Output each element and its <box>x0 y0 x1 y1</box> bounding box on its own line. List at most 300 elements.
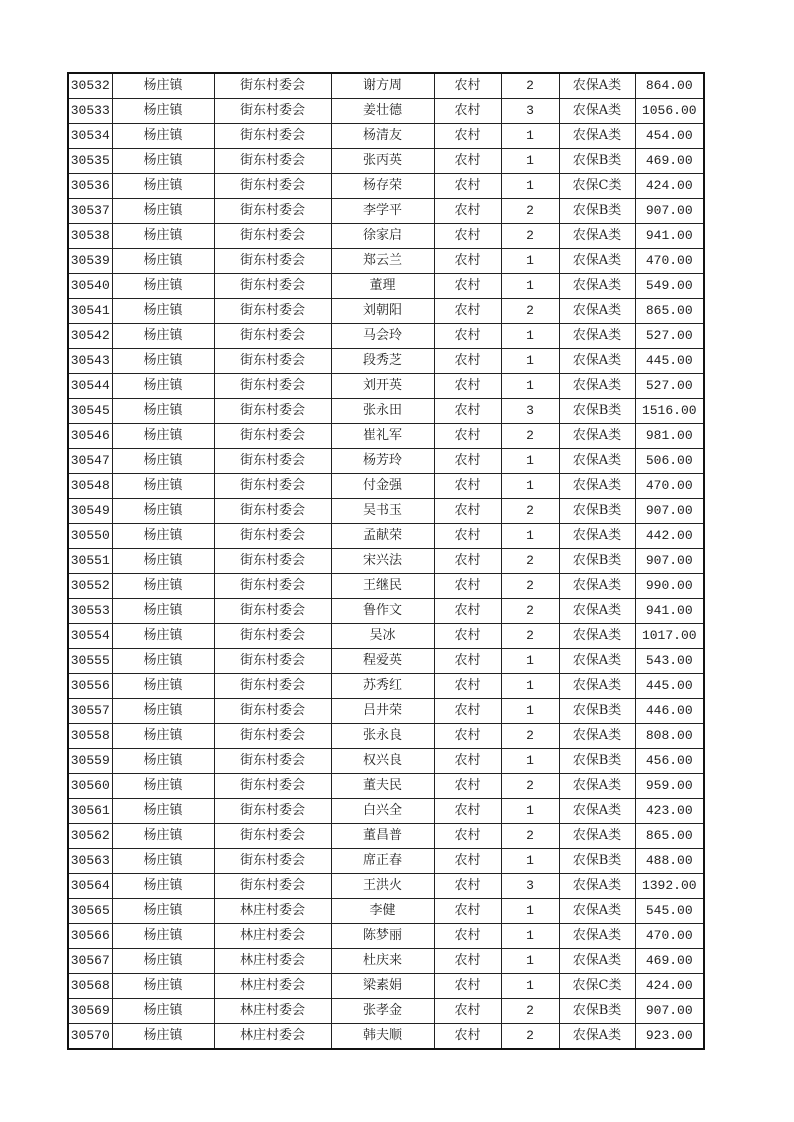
table-row <box>68 899 704 924</box>
insurance-category-cell: 农保A类 <box>559 799 635 824</box>
person-name-cell: 权兴良 <box>331 749 434 774</box>
town-cell: 杨庄镇 <box>112 499 214 524</box>
village-committee-cell: 街东村委会 <box>214 124 331 149</box>
village-committee-cell: 街东村委会 <box>214 724 331 749</box>
village-committee-cell: 街东村委会 <box>214 849 331 874</box>
person-name-cell: 董理 <box>331 274 434 299</box>
town-cell: 杨庄镇 <box>112 349 214 374</box>
member-count-cell: 2 <box>501 574 559 599</box>
table-row <box>68 449 704 474</box>
household-type-cell: 农村 <box>434 1024 501 1050</box>
town-cell: 杨庄镇 <box>112 899 214 924</box>
village-committee-cell: 街东村委会 <box>214 149 331 174</box>
household-type-cell: 农村 <box>434 924 501 949</box>
table-row <box>68 524 704 549</box>
member-count-cell: 2 <box>501 549 559 574</box>
household-type-cell: 农村 <box>434 324 501 349</box>
member-count-cell: 1 <box>501 849 559 874</box>
insurance-category-cell: 农保A类 <box>559 99 635 124</box>
amount-cell: 907.00 <box>635 199 704 224</box>
amount-cell: 446.00 <box>635 699 704 724</box>
insurance-category-cell: 农保A类 <box>559 449 635 474</box>
village-committee-cell: 林庄村委会 <box>214 924 331 949</box>
table-row <box>68 399 704 424</box>
amount-cell: 808.00 <box>635 724 704 749</box>
town-cell: 杨庄镇 <box>112 324 214 349</box>
insurance-category-cell: 农保B类 <box>559 749 635 774</box>
town-cell: 杨庄镇 <box>112 524 214 549</box>
insurance-category-cell: 农保A类 <box>559 624 635 649</box>
record-id-cell: 30549 <box>68 499 112 524</box>
insurance-category-cell: 农保B类 <box>559 149 635 174</box>
town-cell: 杨庄镇 <box>112 649 214 674</box>
insurance-category-cell: 农保A类 <box>559 124 635 149</box>
member-count-cell: 3 <box>501 399 559 424</box>
town-cell: 杨庄镇 <box>112 849 214 874</box>
record-id-cell: 30541 <box>68 299 112 324</box>
insurance-category-cell: 农保B类 <box>559 549 635 574</box>
person-name-cell: 吴冰 <box>331 624 434 649</box>
village-committee-cell: 街东村委会 <box>214 174 331 199</box>
table-row <box>68 249 704 274</box>
town-cell: 杨庄镇 <box>112 549 214 574</box>
insurance-category-cell: 农保A类 <box>559 599 635 624</box>
amount-cell: 865.00 <box>635 824 704 849</box>
insurance-category-cell: 农保A类 <box>559 349 635 374</box>
person-name-cell: 吕井荣 <box>331 699 434 724</box>
record-id-cell: 30542 <box>68 324 112 349</box>
amount-cell: 442.00 <box>635 524 704 549</box>
amount-cell: 907.00 <box>635 999 704 1024</box>
village-committee-cell: 街东村委会 <box>214 524 331 549</box>
village-committee-cell: 街东村委会 <box>214 73 331 99</box>
person-name-cell: 董夫民 <box>331 774 434 799</box>
household-type-cell: 农村 <box>434 424 501 449</box>
village-committee-cell: 街东村委会 <box>214 324 331 349</box>
record-id-cell: 30535 <box>68 149 112 174</box>
insurance-category-cell: 农保C类 <box>559 174 635 199</box>
household-type-cell: 农村 <box>434 674 501 699</box>
member-count-cell: 2 <box>501 1024 559 1050</box>
member-count-cell: 1 <box>501 249 559 274</box>
household-type-cell: 农村 <box>434 149 501 174</box>
amount-cell: 445.00 <box>635 349 704 374</box>
amount-cell: 488.00 <box>635 849 704 874</box>
insurance-category-cell: 农保A类 <box>559 73 635 99</box>
insurance-category-cell: 农保A类 <box>559 674 635 699</box>
town-cell: 杨庄镇 <box>112 799 214 824</box>
insurance-category-cell: 农保A类 <box>559 649 635 674</box>
insurance-category-cell: 农保B类 <box>559 849 635 874</box>
town-cell: 杨庄镇 <box>112 599 214 624</box>
household-type-cell: 农村 <box>434 949 501 974</box>
insurance-category-cell: 农保A类 <box>559 774 635 799</box>
person-name-cell: 吴书玉 <box>331 499 434 524</box>
town-cell: 杨庄镇 <box>112 724 214 749</box>
insurance-category-cell: 农保A类 <box>559 299 635 324</box>
amount-cell: 941.00 <box>635 599 704 624</box>
household-type-cell: 农村 <box>434 73 501 99</box>
town-cell: 杨庄镇 <box>112 224 214 249</box>
insurance-category-cell: 农保A类 <box>559 374 635 399</box>
person-name-cell: 张丙英 <box>331 149 434 174</box>
member-count-cell: 1 <box>501 524 559 549</box>
member-count-cell: 1 <box>501 649 559 674</box>
record-id-cell: 30532 <box>68 73 112 99</box>
record-id-cell: 30568 <box>68 974 112 999</box>
table-row <box>68 749 704 774</box>
table-row <box>68 549 704 574</box>
town-cell: 杨庄镇 <box>112 774 214 799</box>
member-count-cell: 1 <box>501 274 559 299</box>
record-id-cell: 30554 <box>68 624 112 649</box>
amount-cell: 907.00 <box>635 499 704 524</box>
town-cell: 杨庄镇 <box>112 73 214 99</box>
person-name-cell: 刘朝阳 <box>331 299 434 324</box>
record-id-cell: 30565 <box>68 899 112 924</box>
table-row <box>68 599 704 624</box>
person-name-cell: 张永田 <box>331 399 434 424</box>
amount-cell: 424.00 <box>635 974 704 999</box>
household-type-cell: 农村 <box>434 724 501 749</box>
village-committee-cell: 街东村委会 <box>214 424 331 449</box>
household-type-cell: 农村 <box>434 699 501 724</box>
record-id-cell: 30545 <box>68 399 112 424</box>
table-row <box>68 324 704 349</box>
record-id-cell: 30534 <box>68 124 112 149</box>
insurance-category-cell: 农保B类 <box>559 999 635 1024</box>
household-type-cell: 农村 <box>434 299 501 324</box>
village-committee-cell: 街东村委会 <box>214 774 331 799</box>
household-type-cell: 农村 <box>434 749 501 774</box>
table-row <box>68 474 704 499</box>
amount-cell: 527.00 <box>635 324 704 349</box>
person-name-cell: 付金强 <box>331 474 434 499</box>
person-name-cell: 鲁作文 <box>331 599 434 624</box>
town-cell: 杨庄镇 <box>112 199 214 224</box>
village-committee-cell: 街东村委会 <box>214 674 331 699</box>
amount-cell: 445.00 <box>635 674 704 699</box>
amount-cell: 1017.00 <box>635 624 704 649</box>
table-row <box>68 674 704 699</box>
table-row <box>68 574 704 599</box>
town-cell: 杨庄镇 <box>112 424 214 449</box>
village-committee-cell: 街东村委会 <box>214 749 331 774</box>
table-row <box>68 874 704 899</box>
record-id-cell: 30548 <box>68 474 112 499</box>
record-id-cell: 30543 <box>68 349 112 374</box>
household-type-cell: 农村 <box>434 274 501 299</box>
village-committee-cell: 林庄村委会 <box>214 1024 331 1050</box>
village-committee-cell: 街东村委会 <box>214 199 331 224</box>
household-type-cell: 农村 <box>434 824 501 849</box>
household-type-cell: 农村 <box>434 524 501 549</box>
table-row <box>68 499 704 524</box>
person-name-cell: 韩夫顺 <box>331 1024 434 1050</box>
town-cell: 杨庄镇 <box>112 674 214 699</box>
insurance-category-cell: 农保A类 <box>559 949 635 974</box>
town-cell: 杨庄镇 <box>112 699 214 724</box>
member-count-cell: 1 <box>501 124 559 149</box>
record-id-cell: 30566 <box>68 924 112 949</box>
amount-cell: 1516.00 <box>635 399 704 424</box>
village-committee-cell: 街东村委会 <box>214 349 331 374</box>
amount-cell: 469.00 <box>635 149 704 174</box>
village-committee-cell: 林庄村委会 <box>214 949 331 974</box>
member-count-cell: 1 <box>501 949 559 974</box>
household-type-cell: 农村 <box>434 899 501 924</box>
household-type-cell: 农村 <box>434 799 501 824</box>
person-name-cell: 刘开英 <box>331 374 434 399</box>
household-type-cell: 农村 <box>434 549 501 574</box>
person-name-cell: 李健 <box>331 899 434 924</box>
insurance-category-cell: 农保B类 <box>559 499 635 524</box>
village-committee-cell: 街东村委会 <box>214 224 331 249</box>
village-committee-cell: 街东村委会 <box>214 99 331 124</box>
amount-cell: 1056.00 <box>635 99 704 124</box>
insurance-category-cell: 农保A类 <box>559 574 635 599</box>
person-name-cell: 王洪火 <box>331 874 434 899</box>
record-id-cell: 30560 <box>68 774 112 799</box>
person-name-cell: 苏秀红 <box>331 674 434 699</box>
amount-cell: 907.00 <box>635 549 704 574</box>
record-id-cell: 30550 <box>68 524 112 549</box>
village-committee-cell: 林庄村委会 <box>214 899 331 924</box>
table-row <box>68 149 704 174</box>
household-type-cell: 农村 <box>434 99 501 124</box>
amount-cell: 865.00 <box>635 299 704 324</box>
insurance-category-cell: 农保A类 <box>559 324 635 349</box>
person-name-cell: 姜壮德 <box>331 99 434 124</box>
town-cell: 杨庄镇 <box>112 249 214 274</box>
village-committee-cell: 街东村委会 <box>214 499 331 524</box>
household-type-cell: 农村 <box>434 849 501 874</box>
village-committee-cell: 街东村委会 <box>214 649 331 674</box>
insurance-category-cell: 农保A类 <box>559 724 635 749</box>
record-id-cell: 30562 <box>68 824 112 849</box>
town-cell: 杨庄镇 <box>112 949 214 974</box>
amount-cell: 864.00 <box>635 73 704 99</box>
record-id-cell: 30557 <box>68 699 112 724</box>
record-id-cell: 30559 <box>68 749 112 774</box>
table-row <box>68 199 704 224</box>
table-row <box>68 799 704 824</box>
person-name-cell: 席正春 <box>331 849 434 874</box>
table-row <box>68 824 704 849</box>
town-cell: 杨庄镇 <box>112 449 214 474</box>
insurance-category-cell: 农保A类 <box>559 274 635 299</box>
record-id-cell: 30558 <box>68 724 112 749</box>
town-cell: 杨庄镇 <box>112 874 214 899</box>
household-type-cell: 农村 <box>434 999 501 1024</box>
village-committee-cell: 街东村委会 <box>214 574 331 599</box>
record-id-cell: 30564 <box>68 874 112 899</box>
record-id-cell: 30570 <box>68 1024 112 1050</box>
household-type-cell: 农村 <box>434 974 501 999</box>
town-cell: 杨庄镇 <box>112 174 214 199</box>
member-count-cell: 1 <box>501 374 559 399</box>
person-name-cell: 杨存荣 <box>331 174 434 199</box>
person-name-cell: 孟献荣 <box>331 524 434 549</box>
household-type-cell: 农村 <box>434 174 501 199</box>
amount-cell: 454.00 <box>635 124 704 149</box>
town-cell: 杨庄镇 <box>112 924 214 949</box>
household-type-cell: 农村 <box>434 199 501 224</box>
village-committee-cell: 街东村委会 <box>214 374 331 399</box>
household-type-cell: 农村 <box>434 499 501 524</box>
records-table <box>67 72 705 1050</box>
household-type-cell: 农村 <box>434 474 501 499</box>
insurance-category-cell: 农保A类 <box>559 524 635 549</box>
person-name-cell: 杨芳玲 <box>331 449 434 474</box>
member-count-cell: 2 <box>501 599 559 624</box>
record-id-cell: 30547 <box>68 449 112 474</box>
town-cell: 杨庄镇 <box>112 274 214 299</box>
insurance-category-cell: 农保A类 <box>559 824 635 849</box>
village-committee-cell: 街东村委会 <box>214 599 331 624</box>
person-name-cell: 白兴全 <box>331 799 434 824</box>
member-count-cell: 2 <box>501 424 559 449</box>
record-id-cell: 30555 <box>68 649 112 674</box>
person-name-cell: 杜庆来 <box>331 949 434 974</box>
village-committee-cell: 街东村委会 <box>214 299 331 324</box>
record-id-cell: 30569 <box>68 999 112 1024</box>
member-count-cell: 1 <box>501 324 559 349</box>
member-count-cell: 1 <box>501 149 559 174</box>
amount-cell: 543.00 <box>635 649 704 674</box>
person-name-cell: 谢方周 <box>331 73 434 99</box>
insurance-category-cell: 农保B类 <box>559 199 635 224</box>
table-row <box>68 849 704 874</box>
amount-cell: 941.00 <box>635 224 704 249</box>
member-count-cell: 1 <box>501 699 559 724</box>
village-committee-cell: 林庄村委会 <box>214 974 331 999</box>
amount-cell: 423.00 <box>635 799 704 824</box>
table-row <box>68 974 704 999</box>
village-committee-cell: 街东村委会 <box>214 274 331 299</box>
table-row <box>68 424 704 449</box>
town-cell: 杨庄镇 <box>112 374 214 399</box>
member-count-cell: 1 <box>501 749 559 774</box>
person-name-cell: 梁素娟 <box>331 974 434 999</box>
village-committee-cell: 林庄村委会 <box>214 999 331 1024</box>
amount-cell: 470.00 <box>635 924 704 949</box>
household-type-cell: 农村 <box>434 649 501 674</box>
person-name-cell: 程爱英 <box>331 649 434 674</box>
household-type-cell: 农村 <box>434 874 501 899</box>
person-name-cell: 李学平 <box>331 199 434 224</box>
town-cell: 杨庄镇 <box>112 124 214 149</box>
amount-cell: 506.00 <box>635 449 704 474</box>
record-id-cell: 30551 <box>68 549 112 574</box>
table-row <box>68 724 704 749</box>
village-committee-cell: 街东村委会 <box>214 824 331 849</box>
household-type-cell: 农村 <box>434 399 501 424</box>
member-count-cell: 2 <box>501 199 559 224</box>
amount-cell: 470.00 <box>635 249 704 274</box>
household-type-cell: 农村 <box>434 124 501 149</box>
person-name-cell: 张永良 <box>331 724 434 749</box>
insurance-category-cell: 农保A类 <box>559 249 635 274</box>
town-cell: 杨庄镇 <box>112 474 214 499</box>
household-type-cell: 农村 <box>434 599 501 624</box>
table-row <box>68 949 704 974</box>
household-type-cell: 农村 <box>434 774 501 799</box>
member-count-cell: 2 <box>501 774 559 799</box>
record-id-cell: 30536 <box>68 174 112 199</box>
member-count-cell: 1 <box>501 924 559 949</box>
member-count-cell: 2 <box>501 824 559 849</box>
member-count-cell: 2 <box>501 224 559 249</box>
village-committee-cell: 街东村委会 <box>214 549 331 574</box>
record-id-cell: 30533 <box>68 99 112 124</box>
table-row <box>68 349 704 374</box>
household-type-cell: 农村 <box>434 574 501 599</box>
person-name-cell: 宋兴法 <box>331 549 434 574</box>
amount-cell: 545.00 <box>635 899 704 924</box>
member-count-cell: 1 <box>501 974 559 999</box>
household-type-cell: 农村 <box>434 374 501 399</box>
town-cell: 杨庄镇 <box>112 399 214 424</box>
member-count-cell: 2 <box>501 724 559 749</box>
village-committee-cell: 街东村委会 <box>214 449 331 474</box>
member-count-cell: 1 <box>501 674 559 699</box>
record-id-cell: 30553 <box>68 599 112 624</box>
member-count-cell: 2 <box>501 299 559 324</box>
person-name-cell: 徐家启 <box>331 224 434 249</box>
household-type-cell: 农村 <box>434 349 501 374</box>
table-row <box>68 299 704 324</box>
member-count-cell: 2 <box>501 624 559 649</box>
person-name-cell: 杨清友 <box>331 124 434 149</box>
member-count-cell: 2 <box>501 499 559 524</box>
insurance-category-cell: 农保B类 <box>559 699 635 724</box>
member-count-cell: 3 <box>501 874 559 899</box>
amount-cell: 456.00 <box>635 749 704 774</box>
town-cell: 杨庄镇 <box>112 624 214 649</box>
member-count-cell: 1 <box>501 449 559 474</box>
insurance-category-cell: 农保C类 <box>559 974 635 999</box>
member-count-cell: 1 <box>501 174 559 199</box>
town-cell: 杨庄镇 <box>112 999 214 1024</box>
table-row <box>68 374 704 399</box>
record-id-cell: 30556 <box>68 674 112 699</box>
amount-cell: 527.00 <box>635 374 704 399</box>
household-type-cell: 农村 <box>434 624 501 649</box>
table-row <box>68 224 704 249</box>
person-name-cell: 段秀芝 <box>331 349 434 374</box>
record-id-cell: 30538 <box>68 224 112 249</box>
table-row <box>68 999 704 1024</box>
village-committee-cell: 街东村委会 <box>214 249 331 274</box>
amount-cell: 981.00 <box>635 424 704 449</box>
town-cell: 杨庄镇 <box>112 974 214 999</box>
amount-cell: 990.00 <box>635 574 704 599</box>
record-id-cell: 30537 <box>68 199 112 224</box>
record-id-cell: 30540 <box>68 274 112 299</box>
amount-cell: 469.00 <box>635 949 704 974</box>
table-row <box>68 274 704 299</box>
table-body <box>68 73 704 1049</box>
record-id-cell: 30546 <box>68 424 112 449</box>
table-row <box>68 624 704 649</box>
table-row <box>68 924 704 949</box>
insurance-category-cell: 农保A类 <box>559 1024 635 1050</box>
member-count-cell: 2 <box>501 73 559 99</box>
household-type-cell: 农村 <box>434 449 501 474</box>
record-id-cell: 30552 <box>68 574 112 599</box>
person-name-cell: 陈梦丽 <box>331 924 434 949</box>
